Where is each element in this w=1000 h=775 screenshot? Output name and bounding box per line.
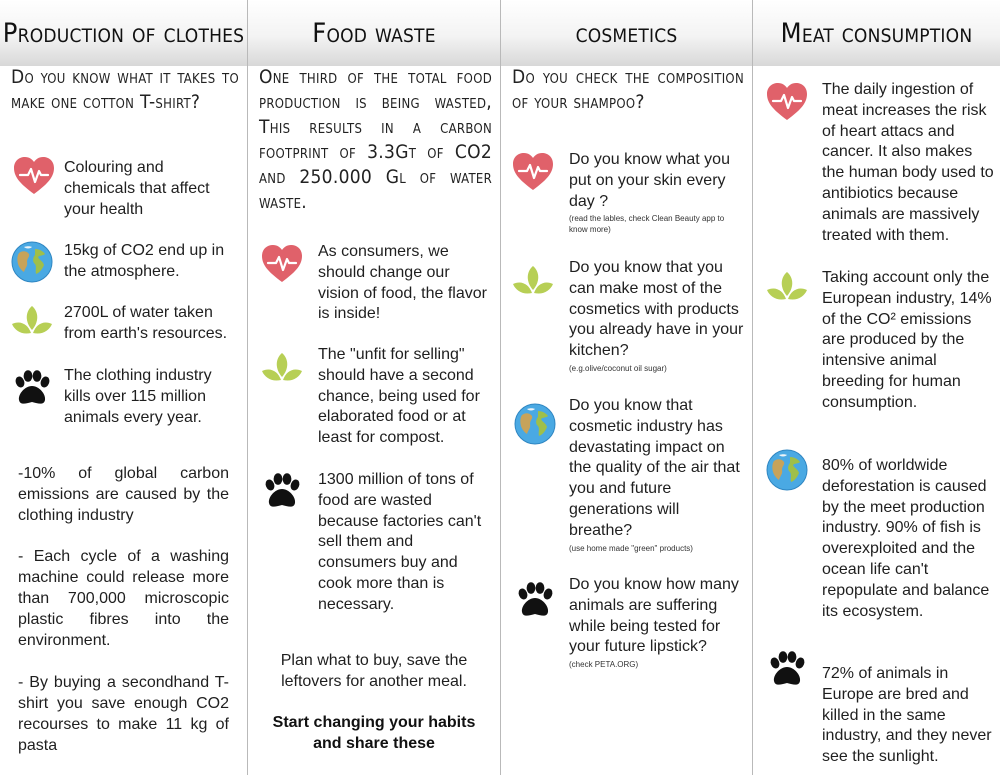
paw-icon	[765, 648, 809, 692]
heart-icon	[260, 242, 304, 286]
globe-icon	[513, 402, 557, 446]
column-header	[248, 0, 500, 66]
item-note: (use home made "green" products)	[569, 543, 693, 553]
item-question: Do you know that cosmetic industry has devastating impact on the quality of the air that you and future generations will breathe?	[569, 397, 740, 539]
item-text	[569, 396, 744, 554]
column-title: Meat consumption	[780, 17, 973, 49]
item-text	[569, 150, 744, 235]
item-question: Do you know what you put on your skin every day ?	[569, 151, 730, 210]
fact-paragraph: - Each cycle of a washing machine could release more than 700,000 microscopic plastic fibres into the environment.	[18, 548, 229, 649]
item-text: 15kg of CO2 end up in the atmosphere.	[64, 242, 225, 280]
column-intro: Do you check the composition of your shampoo?	[512, 66, 744, 113]
item-text: The "unfit for selling" should have a second chance, being used for elaborated food or at least for compost.	[318, 346, 480, 447]
column-intro: One third of the total food production is being wasted, This results in a carbon footprint of 3.3Gt of CO2 and 250.000 Gl of water waste.	[259, 66, 492, 213]
heart-icon	[511, 150, 555, 194]
item-text: 1300 million of tons of food are wasted because factories can't sell them and consumers buy and cook more than is necessary.	[318, 471, 482, 613]
item-text: The clothing industry kills over 115 million animals every year.	[64, 367, 212, 426]
item-text: Taking account only the European industry, 14% of the CO² emissions are produced by the intensive animal breeding for human consumption.	[822, 269, 992, 411]
column-header	[0, 0, 247, 66]
paw-icon	[513, 579, 557, 623]
item-note: (check PETA.ORG)	[569, 660, 639, 670]
item-text: 80% of worldwide deforestation is caused by the meet production industry. 90% of fish is overexploited and the ocean life can't repopulate and balance its ecosystem.	[822, 457, 990, 620]
column-title: Production of clothes	[2, 17, 245, 49]
paw-icon	[260, 470, 304, 514]
fact-paragraph: -10% of global carbon emissions are caused by the clothing industry	[18, 465, 229, 524]
column-header	[753, 0, 1000, 66]
column-intro: Do you know what it takes to make one cotton T-shirt?	[11, 66, 239, 113]
item-question: Do you know how many animals are suffering while being tested for your future lipstick?	[569, 576, 739, 656]
item-note: (e.g.olive/coconut oil sugar)	[569, 363, 667, 373]
column-title: Food waste	[312, 17, 436, 49]
leaf-icon	[511, 262, 555, 306]
column-meat-consumption	[753, 0, 1000, 775]
fact-paragraph: - By buying a secondhand T-shirt you save enough CO2 recourses to make 11 kg of pasta	[18, 674, 229, 754]
item-text	[569, 575, 744, 670]
plan-text: Plan what to buy, save the leftovers for another meal.	[280, 652, 468, 690]
leaf-icon	[260, 349, 304, 393]
item-text: 72% of animals in Europe are bred and killed in the same industry, and they never see the sunlight.	[822, 665, 992, 766]
item-text: Colouring and chemicals that affect your health	[64, 159, 210, 218]
column-food-waste	[248, 0, 501, 775]
heart-icon	[765, 80, 809, 124]
item-text: As consumers, we should change our vision of food, the flavor is inside!	[318, 243, 487, 323]
leaf-icon	[765, 268, 809, 312]
column-cosmetics	[501, 0, 753, 775]
leaf-icon	[10, 302, 54, 346]
item-text: 2700L of water taken from earth's resources.	[64, 304, 228, 342]
column-header	[501, 0, 752, 66]
call-to-action: Start changing your habits and share these	[272, 714, 476, 752]
item-text	[569, 258, 744, 374]
column-production-of-clothes	[0, 0, 248, 775]
globe-icon	[765, 448, 809, 492]
globe-icon	[10, 240, 54, 284]
column-title: cosmetics	[575, 17, 678, 49]
item-question: Do you know that you can make most of the cosmetics with products you already have in your kitchen?	[569, 259, 744, 360]
item-note: (read the lables, check Clean Beauty app to know more)	[569, 214, 725, 235]
item-text: The daily ingestion of meat increases the risk of heart attacs and cancer. It also makes the human body used to antibiotics because animals are massively treated with them.	[822, 81, 994, 244]
heart-icon	[12, 154, 56, 198]
paw-icon	[10, 367, 54, 411]
